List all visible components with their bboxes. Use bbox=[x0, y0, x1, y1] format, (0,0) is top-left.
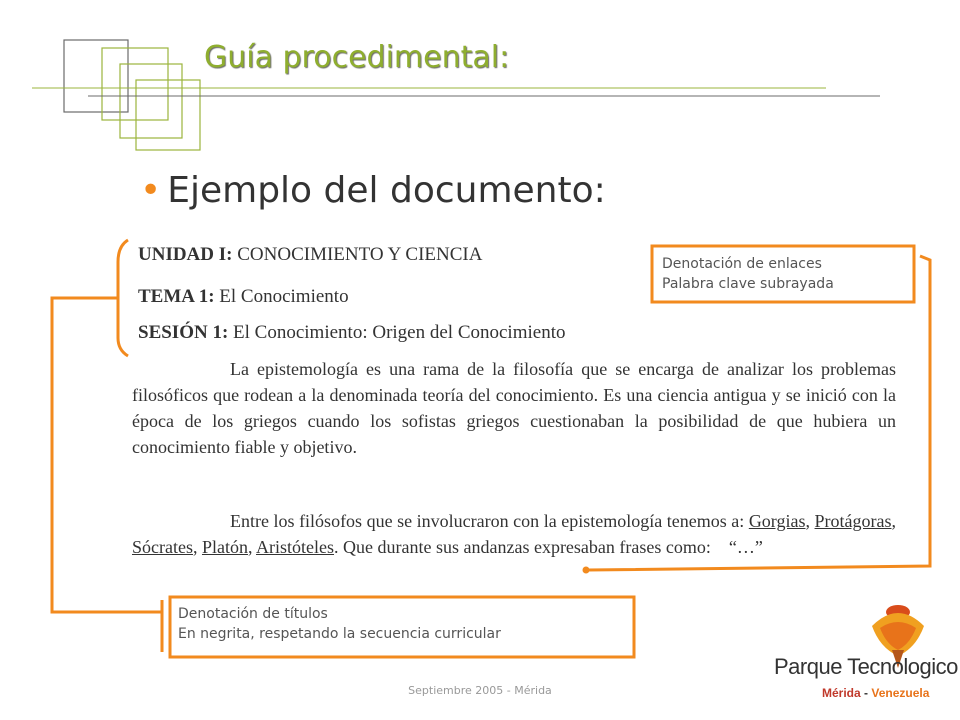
links-note bbox=[662, 254, 834, 294]
link-protagoras[interactable]: Protágoras bbox=[814, 511, 892, 531]
topic-title bbox=[138, 286, 349, 308]
unit-label: UNIDAD I: bbox=[138, 244, 233, 265]
quote-text: “…” bbox=[728, 537, 763, 557]
link-gorgias[interactable]: Gorgias bbox=[748, 511, 806, 531]
paragraph2-intro: Entre los filósofos que se involucraron con la epistemología tenemos a: bbox=[230, 511, 745, 531]
link-aristoteles[interactable]: Aristóteles bbox=[256, 537, 335, 557]
bullet-icon: • bbox=[140, 170, 162, 211]
unit-title bbox=[138, 244, 482, 266]
link-socrates[interactable]: Sócrates bbox=[132, 537, 193, 557]
session-title bbox=[138, 322, 565, 344]
titles-note bbox=[178, 604, 501, 644]
logo-name: Parque Tecnologico bbox=[774, 654, 958, 679]
session-text: El Conocimiento: Origen del Conocimiento bbox=[233, 322, 566, 343]
topic-text: El Conocimiento bbox=[219, 286, 349, 307]
section-heading-text: Ejemplo del documento: bbox=[167, 170, 606, 211]
logo-location bbox=[822, 686, 929, 700]
decorative-squares bbox=[64, 40, 200, 150]
titles-note-line2: En negrita, respetando la secuencia curricular bbox=[178, 626, 501, 642]
paragraph2-end: . Que durante sus andanzas expresaban frases como: bbox=[334, 537, 711, 557]
links-note-line1: Denotación de enlaces bbox=[662, 256, 822, 272]
footer-date: Septiembre 2005 - Mérida bbox=[408, 684, 552, 697]
paragraph1-text: La epistemología es una rama de la filosofía que se encarga de analizar los problemas filosóficos que rodean a la denominada teoría del conocimiento. Es una ciencia antigua y se inició con la época de los griegos cuando los sofistas griegos cuestionaban la posibilidad de que hubiera un conocimiento fiable y objetivo. bbox=[132, 359, 896, 457]
titles-note-line1: Denotación de títulos bbox=[178, 606, 328, 622]
logo-city: Mérida bbox=[822, 686, 861, 700]
logo-separator: - bbox=[860, 686, 872, 700]
links-connector-dot bbox=[583, 567, 590, 574]
links-note-line2: Palabra clave subrayada bbox=[662, 276, 834, 292]
slide-title: Guía procedimental: bbox=[204, 40, 510, 75]
session-label: SESIÓN 1: bbox=[138, 322, 229, 343]
link-platon[interactable]: Platón bbox=[201, 537, 248, 557]
topic-label: TEMA 1: bbox=[138, 286, 215, 307]
unit-text: CONOCIMIENTO Y CIENCIA bbox=[237, 244, 483, 265]
paragraph-epistemology bbox=[132, 356, 896, 460]
logo-country: Venezuela bbox=[871, 686, 930, 700]
paragraph-philosophers: Entre los filósofos que se involucraron con la epistemología tenemos a: Gorgias, Protágoras, Sócrates, Platón, Aristóteles. Que durante sus andanzas expresaban frases como: “…” bbox=[132, 511, 897, 557]
titles-bracket bbox=[118, 240, 128, 356]
section-heading bbox=[140, 170, 606, 211]
